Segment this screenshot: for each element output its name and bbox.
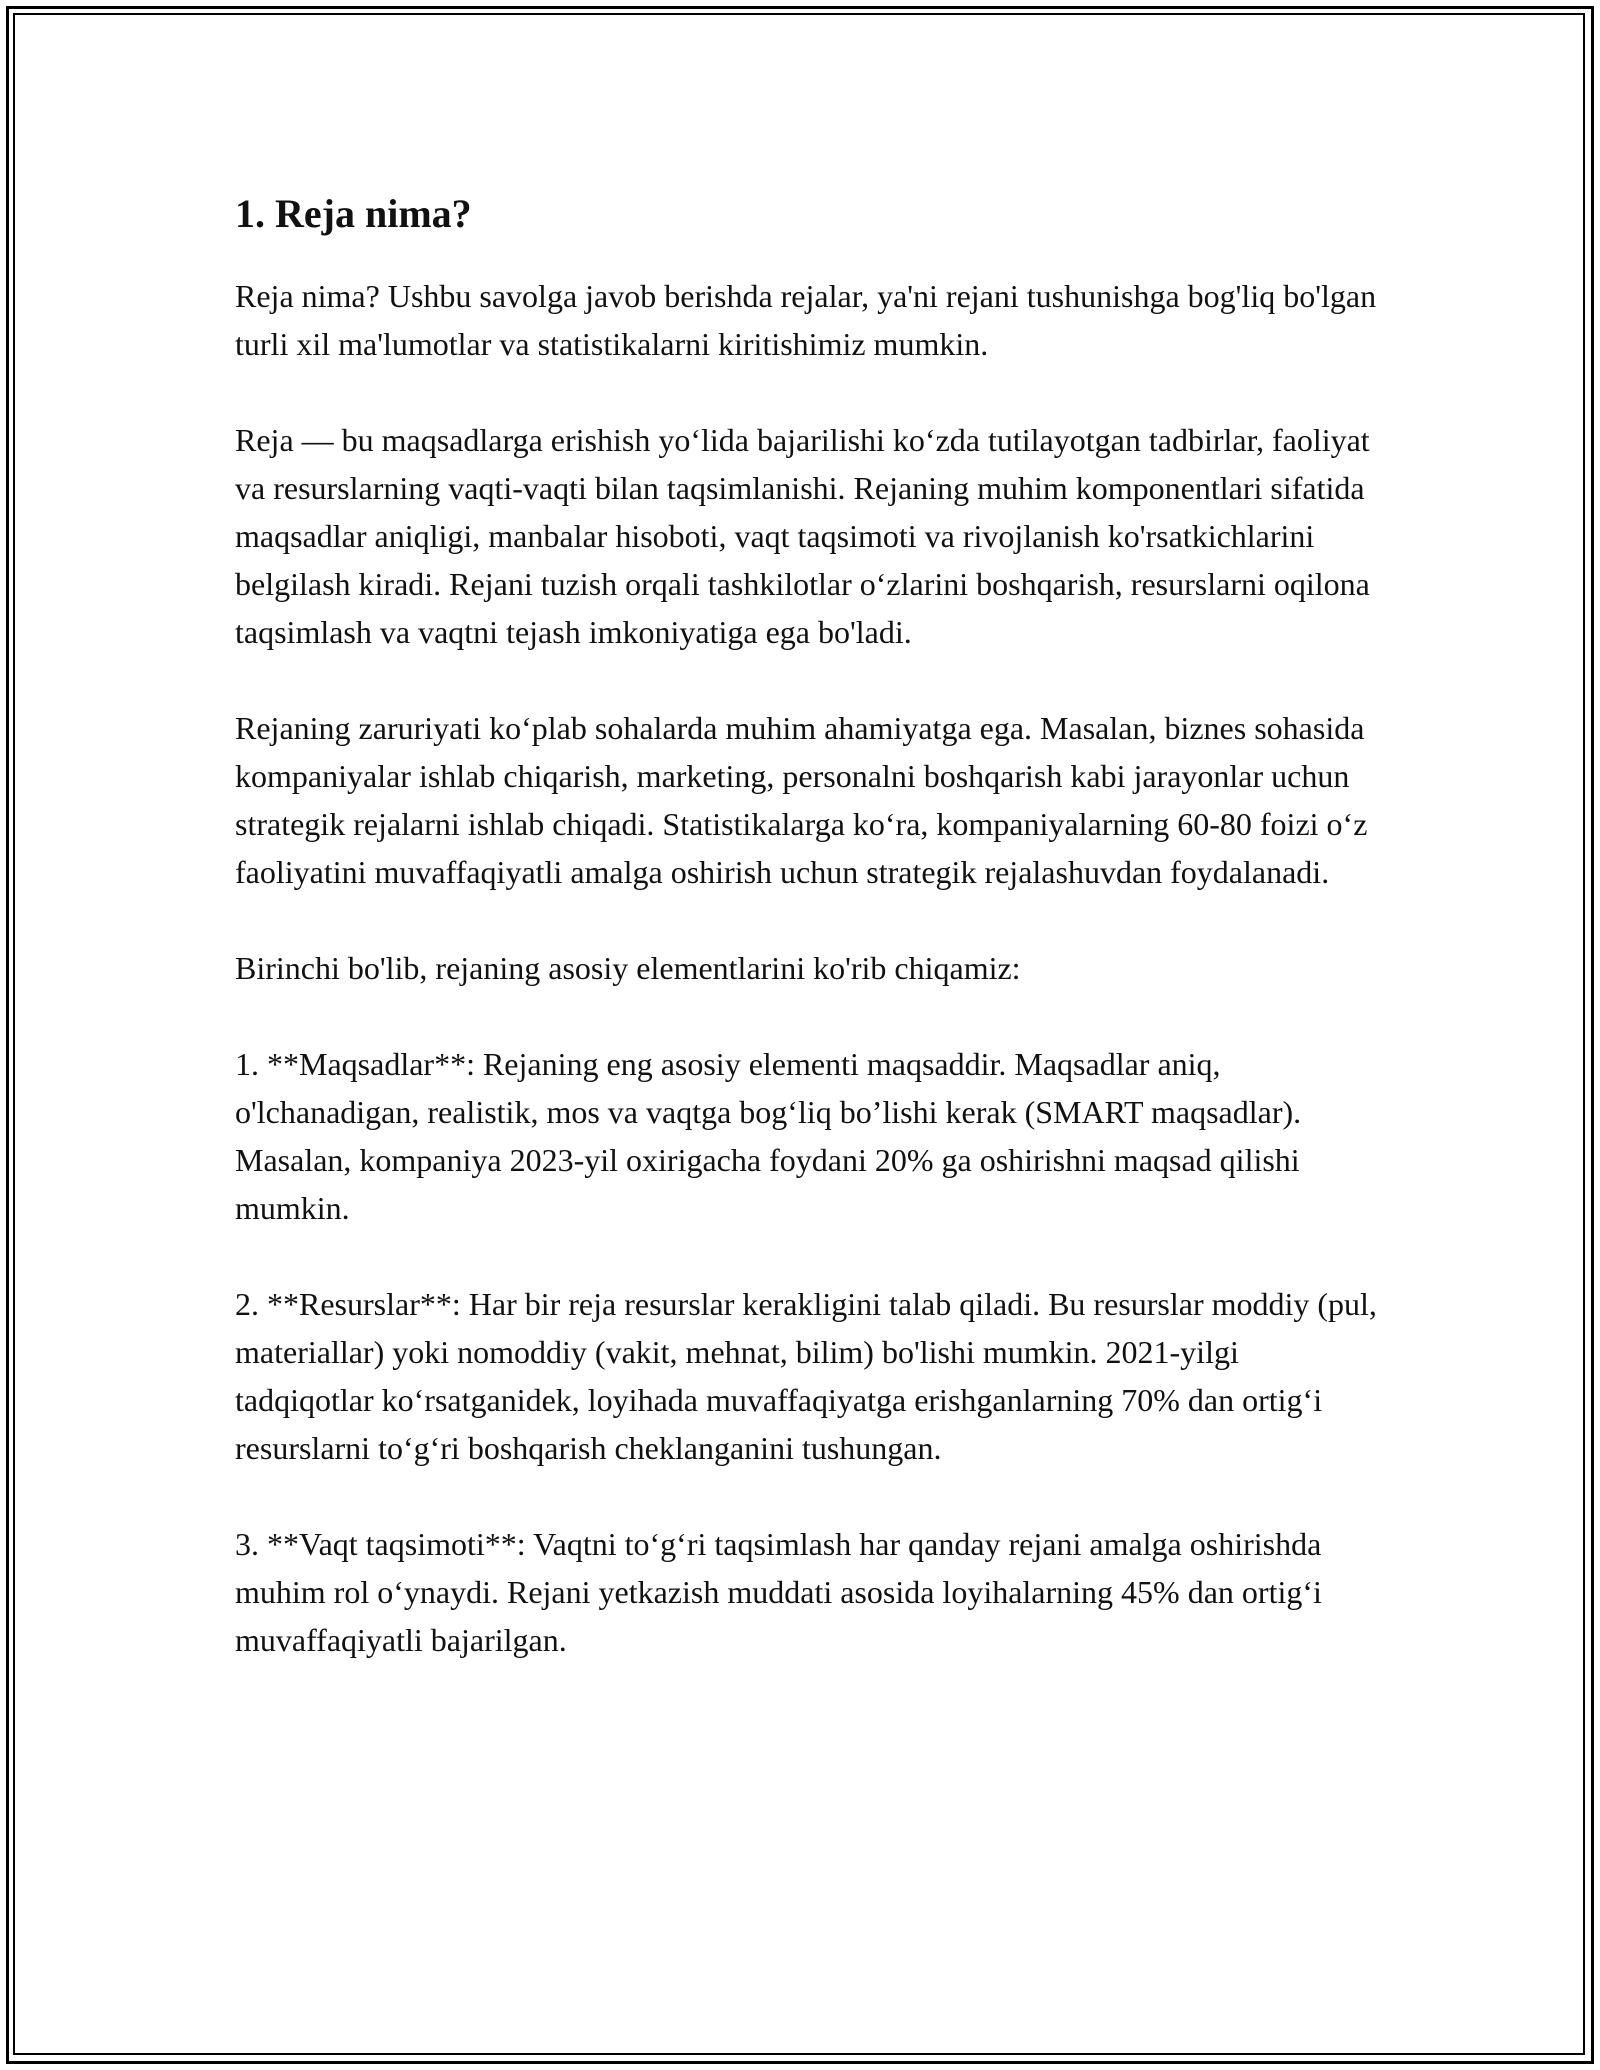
paragraph-intro: Reja nima? Ushbu savolga javob berishda rejalar, ya'ni rejani tushunishga bog'liq bo'lgan turli xil ma'lumotlar va statistikalarni kiritishimiz mumkin. — [235, 278, 1377, 362]
section-heading: 1. Reja nima? — [235, 191, 472, 236]
paragraph-resources: 2. **Resurslar**: Har bir reja resurslar kerakligini talab qiladi. Bu resurslar moddiy (pul, materiallar) yoki nomoddiy (vakit, mehnat, bilim) bo'lishi mumkin. 2021-yilgi tadqiqotlar ko‘rsatganidek, loyihada muvaffaqiyatga erishganlarning 70% dan ortig‘i resurslarni to‘g‘ri boshqarish cheklanganini tushungan. — [235, 1286, 1377, 1466]
paragraph-necessity: Rejaning zaruriyati ko‘plab sohalarda muhim ahamiyatga ega. Masalan, biznes sohasida kompaniyalar ishlab chiqarish, marketing, personalni boshqarish kabi jarayonlar uchun strategik rejalarni ishlab chiqadi. Statistikalarga ko‘ra, kompaniyalarning 60-80 foizi o‘z faoliyatini muvaffaqiyatli amalga oshirish uchun strategik rejalashuvdan foydalanadi. — [235, 710, 1368, 890]
paragraph-goals: 1. **Maqsadlar**: Rejaning eng asosiy elementi maqsaddir. Maqsadlar aniq, o'lchanadigan, realistik, mos va vaqtga bog‘liq bo’lishi kerak (SMART maqsadlar). Masalan, kompaniya 2023-yil oxirigacha foydani 20% ga oshirishni maqsad qilishi mumkin. — [235, 1046, 1302, 1226]
paragraph-time-allocation: 3. **Vaqt taqsimoti**: Vaqtni to‘g‘ri taqsimlash har qanday rejani amalga oshirishda muhim rol o‘ynaydi. Rejani yetkazish muddati asosida loyihalarning 45% dan ortig‘i muvaffaqiyatli bajarilgan. — [235, 1526, 1322, 1658]
paragraph-elements-intro: Birinchi bo'lib, rejaning asosiy elementlarini ko'rib chiqamiz: — [235, 950, 1021, 986]
document-body — [235, 186, 1385, 1712]
paragraph-definition: Reja — bu maqsadlarga erishish yo‘lida bajarilishi ko‘zda tutilayotgan tadbirlar, faoliyat va resurslarning vaqti-vaqti bilan taqsimlanishi. Rejaning muhim komponentlari sifatida maqsadlar aniqligi, manbalar hisoboti, vaqt taqsimoti va rivojlanish ko'rsatkichlarini belgilash kiradi. Rejani tuzish orqali tashkilotlar o‘zlarini boshqarish, resurslarni oqilona taqsimlash va vaqtni tejash imkoniyatiga ega bo'ladi. — [235, 422, 1370, 650]
